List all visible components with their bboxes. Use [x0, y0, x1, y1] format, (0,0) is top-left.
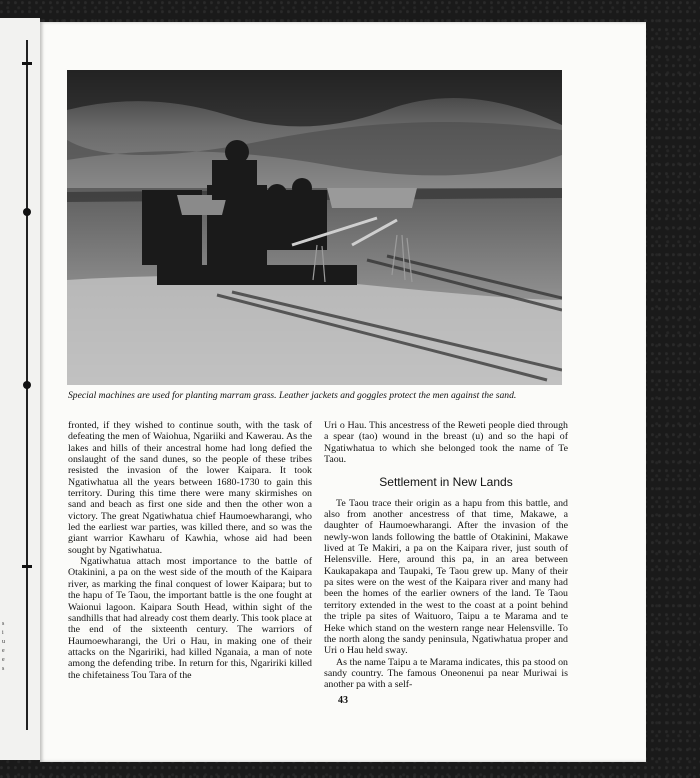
binding-mark: [22, 565, 32, 568]
paragraph: Te Taou trace their origin as a hapu from this battle, and also from another ancestress of that time, Makawe, a daughter of Haumoewharangi. After the invasion of the newly-won lands following the battle of Otakinini, Makawe lived at Te Makiri, a pa on the Kaipara river, just south of Helensville. Here, around this pa, in an area between Kaukapakapa and Taupaki, Te Taou grew up. Many of their pa sites were on the west of the Kaipara river and many had been the homes of the earlier owners of the land. Te Taou territory extended in the west to the coast at a point behind the triple pa sites of Waituoro, Taipu a te Marama and te Heke which stand on the western range near Helensville. To the north along the sandy peninsula, Ngatiwhatua proper and Uri o Hau held sway.: [324, 497, 568, 657]
photo-illustration: [67, 70, 562, 385]
document-page: [40, 22, 646, 762]
left-column: [68, 420, 312, 681]
paragraph: fronted, if they wished to continue south, with the task of defeating the men of Waiohua, Ngariiki and Kawerau. As the lakes and hills of their ancestral home had long defied the onslaught of the sand dunes, so the people of these tribes resisted the invasion of the lower Kaipara. It took Ngatiwhatua all the years between 1680-1730 to gain this territory. During this time there were many skirmishes on sand and beach as first one side and then the other won a victory. The great Ngatiwhatua chief Haumoewharangi, who led the earliest war parties, was killed there, and so was the giant warrior Kawharu of Kawhia, whose aid had been sought by Ngatiwhatua.: [68, 420, 312, 556]
photo-caption: Special machines are used for planting marram grass. Leather jackets and goggles protect the men against the sand.: [68, 390, 517, 401]
binding-hole: [23, 208, 31, 216]
section-heading: Settlement in New Lands: [379, 475, 513, 490]
right-column: [324, 420, 568, 691]
paragraph: Ngatiwhatua attach most importance to the battle of Otakinini, a pa on the west side of the mouth of the Kaipara river, as marking the final conquest of lower Kaipara; but to the hapu of Te Taou, the important battle is the one fought at Waionui lagoon. Kaipara South Head, within sight of the sandhills that had already cost them dearly. This took place at the end of the sixteenth century. The warriors of Haumoewharangi, the Uri o Hau, in making one of their attacks on the Ngaririki, had killed Nganaia, a man of note among the defending tribe. In return for this, Ngaririki killed the chifetainess Tou Tara of the: [68, 556, 312, 681]
page-number: 43: [338, 695, 348, 706]
binding-hole: [23, 381, 31, 389]
paragraph: As the name Taipu a te Marama indicates, this pa stood on sandy country. The famous Oneonenui pa near Muriwai is another pa with a self-: [324, 656, 568, 691]
facing-page-text-fragment: s i u e e s: [2, 621, 5, 672]
marram-planting-photo: [67, 70, 562, 385]
binding-mark: [22, 62, 32, 65]
paragraph: Uri o Hau. This ancestress of the Reweti people died through a spear (tao) wound in the breast (u) and so the hapi of Ngatiwhatua to which she belonged took the name of Te Taou.: [324, 420, 568, 466]
